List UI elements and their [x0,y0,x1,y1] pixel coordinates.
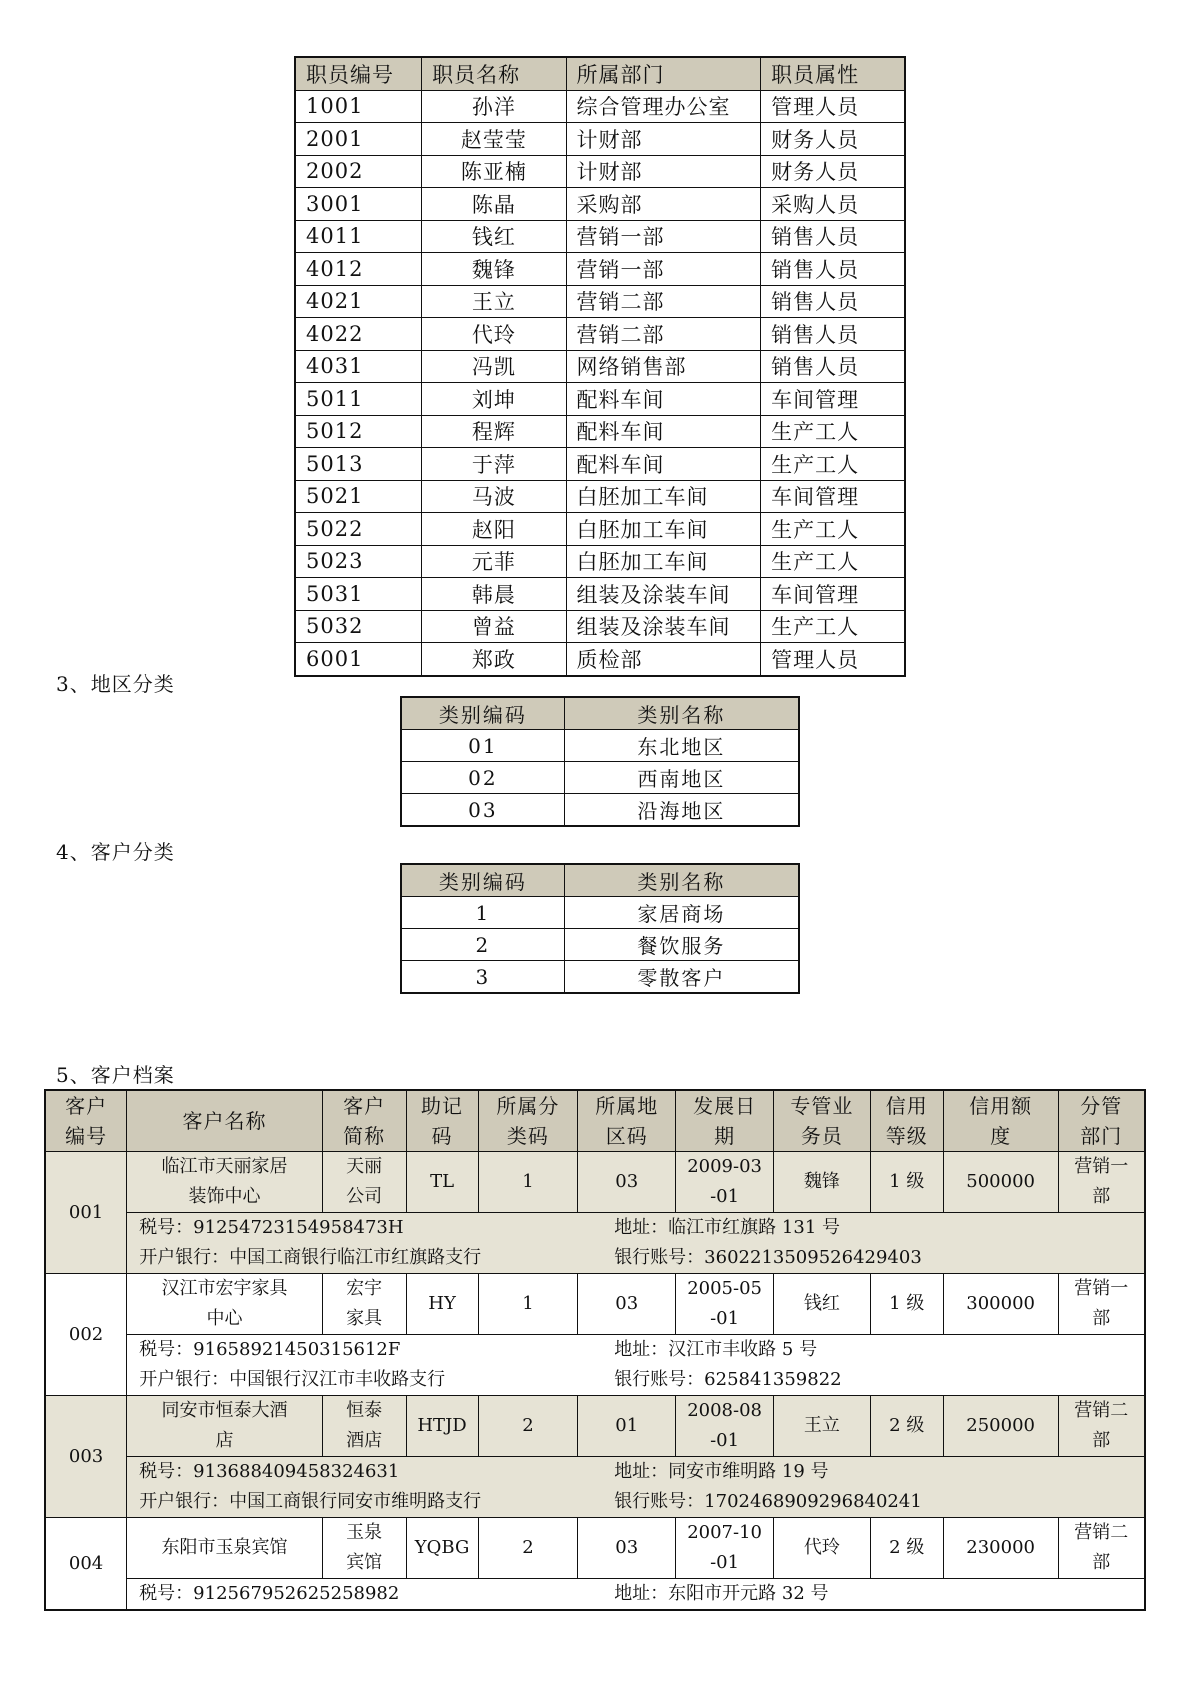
bank-account: 银行账号：3602213509526429403 [614,1247,922,1268]
development-date-cell [676,1396,774,1457]
employee-code-cell: 5022 [295,513,422,546]
category-code-cell: 1 [401,897,564,929]
customer-detail-cell [127,1579,1145,1611]
header-line: 发展日 [693,1094,757,1118]
department-cell: 营销一部 [566,220,761,253]
customer-name-cell-line: 装饰中心 [188,1186,261,1207]
header-category-name: 类别名称 [564,864,799,897]
customer-name-cell-line: 临江市天丽家居 [161,1156,288,1177]
address: 地址：临江市红旗路 131 号 [614,1217,840,1238]
customer-name-cell [127,1518,323,1579]
tax-number: 税号：91658921450315612F [139,1339,401,1360]
employee-code-cell: 5012 [295,415,422,448]
short-name-cell-line: 宾馆 [346,1552,383,1573]
employee-attribute-cell: 财务人员 [761,123,905,156]
category-name-cell: 餐饮服务 [564,929,799,961]
employee-attribute-cell: 销售人员 [761,318,905,351]
employee-table-body [295,90,905,676]
department-cell: 白胚加工车间 [566,480,761,513]
table-row [295,188,905,221]
short-name-cell-line: 天丽 [346,1156,383,1177]
development-date-cell [676,1152,774,1213]
department-cell-line: 部 [1092,1552,1111,1573]
category-name-cell: 家居商场 [564,897,799,929]
department-cell [1058,1274,1145,1335]
category-code-cell: 03 [401,794,564,827]
column-header [676,1090,774,1152]
employee-name-cell: 刘坤 [422,383,566,416]
employee-code-cell: 5013 [295,448,422,481]
employee-name-cell: 郑政 [422,643,566,676]
header-category-code: 类别编码 [401,697,564,730]
address: 地址：汉江市丰收路 5 号 [614,1339,818,1360]
bank-name: 开户银行：中国工商银行临江市红旗路支行 [139,1247,482,1268]
table-row [295,610,905,643]
customer-archive-heading: 5、客户档案 [56,1063,175,1087]
table-row [45,1213,1145,1274]
detail-line [139,1213,1132,1243]
mnemonic-cell: HTJD [406,1396,478,1457]
department-cell: 配料车间 [566,383,761,416]
table-row [295,350,905,383]
employee-attribute-cell: 生产工人 [761,545,905,578]
table-row [45,1274,1145,1335]
department-cell: 采购部 [566,188,761,221]
department-cell-line: 部 [1092,1430,1111,1451]
table-row [295,123,905,156]
table-row [295,90,905,123]
customer-class-section-heading: 4、客户分类 [56,840,175,864]
table-row [401,961,799,994]
employee-code-cell: 6001 [295,643,422,676]
table-row [295,415,905,448]
department-cell [1058,1518,1145,1579]
table-row [45,1152,1145,1213]
employee-code-cell: 5031 [295,578,422,611]
category-code-cell: 2 [401,929,564,961]
development-date-cell-line: 2008-08 [687,1400,762,1421]
table-row [295,155,905,188]
development-date-cell [676,1274,774,1335]
employee-code-cell: 4012 [295,253,422,286]
employee-code-cell: 4022 [295,318,422,351]
category-code-cell: 3 [401,961,564,994]
short-name-cell-line: 酒店 [346,1430,383,1451]
header-line: 所属分 [496,1094,560,1118]
column-header [406,1090,478,1152]
header-line: 部门 [1080,1124,1123,1148]
table-row [45,1335,1145,1396]
employee-code-cell: 1001 [295,90,422,123]
table-row [45,1457,1145,1518]
employee-attribute-cell: 生产工人 [761,610,905,643]
class-code-cell: 1 [478,1152,578,1213]
detail-line [139,1365,1132,1395]
employee-code-cell: 4011 [295,220,422,253]
header-line: 简称 [343,1124,386,1148]
column-header [322,1090,406,1152]
header-employee-attribute: 职员属性 [761,57,905,90]
header-employee-code: 职员编号 [295,57,422,90]
employee-attribute-cell: 管理人员 [761,643,905,676]
employee-table [294,56,906,677]
header-line: 客户 [65,1094,108,1118]
credit-limit-cell: 250000 [943,1396,1058,1457]
employee-code-cell: 5011 [295,383,422,416]
salesperson-cell: 魏锋 [774,1152,871,1213]
mnemonic-cell: YQBG [406,1518,478,1579]
detail-line [139,1243,1132,1273]
employee-code-cell: 3001 [295,188,422,221]
department-cell: 配料车间 [566,448,761,481]
credit-limit-cell: 230000 [943,1518,1058,1579]
class-code-cell: 1 [478,1274,578,1335]
customer-class-header-row [401,864,799,897]
header-category-code: 类别编码 [401,864,564,897]
department-cell: 计财部 [566,123,761,156]
column-header [127,1090,323,1152]
employee-attribute-cell: 销售人员 [761,253,905,286]
header-line: 所属地 [595,1094,659,1118]
department-cell: 配料车间 [566,415,761,448]
credit-grade-cell: 1 级 [870,1274,943,1335]
employee-name-cell: 王立 [422,285,566,318]
header-line: 度 [990,1124,1012,1148]
column-header [45,1090,127,1152]
employee-name-cell: 程辉 [422,415,566,448]
table-row [401,897,799,929]
employee-code-cell: 4021 [295,285,422,318]
region-code-cell: 03 [578,1518,676,1579]
header-line: 类码 [506,1124,549,1148]
header-line: 等级 [885,1124,928,1148]
table-row [45,1579,1145,1611]
region-code-cell: 03 [578,1152,676,1213]
customer-record [45,1518,1145,1611]
salesperson-cell: 代玲 [774,1518,871,1579]
customer-code-cell: 004 [45,1518,127,1611]
header-line: 信用 [885,1094,928,1118]
tax-number: 税号：912567952625258982 [139,1583,400,1604]
employee-name-cell: 陈晶 [422,188,566,221]
region-section-heading: 3、地区分类 [56,672,175,696]
tax-number: 税号：91254723154958473H [139,1217,404,1238]
employee-code-cell: 5032 [295,610,422,643]
customer-detail-cell [127,1213,1145,1274]
tax-number: 税号：913688409458324631 [139,1461,400,1482]
short-name-cell [322,1518,406,1579]
department-cell-line: 营销一 [1074,1278,1129,1299]
region-code-cell: 01 [578,1396,676,1457]
table-row [401,730,799,762]
header-line: 助记 [421,1094,464,1118]
customer-name-cell-line: 店 [215,1430,234,1451]
header-line: 务员 [800,1124,843,1148]
employee-name-cell: 钱红 [422,220,566,253]
header-department: 所属部门 [566,57,761,90]
department-cell [1058,1396,1145,1457]
customer-code-cell: 002 [45,1274,127,1396]
customer-code-cell: 003 [45,1396,127,1518]
employee-name-cell: 代玲 [422,318,566,351]
header-employee-name: 职员名称 [422,57,566,90]
table-row [295,253,905,286]
employee-code-cell: 5023 [295,545,422,578]
development-date-cell-line: 2009-03 [687,1156,762,1177]
short-name-cell-line: 玉泉 [346,1522,383,1543]
customer-record [45,1396,1145,1518]
employee-attribute-cell: 财务人员 [761,155,905,188]
employee-attribute-cell: 销售人员 [761,350,905,383]
short-name-cell-line: 恒泰 [346,1400,383,1421]
employee-name-cell: 曾益 [422,610,566,643]
table-row [295,383,905,416]
salesperson-cell: 王立 [774,1396,871,1457]
salesperson-cell: 钱红 [774,1274,871,1335]
short-name-cell [322,1274,406,1335]
employee-code-cell: 4031 [295,350,422,383]
detail-line [139,1335,1132,1365]
department-cell-line: 部 [1092,1186,1111,1207]
bank-name: 开户银行：中国银行汉江市丰收路支行 [139,1369,446,1390]
short-name-cell-line: 家具 [346,1308,383,1329]
department-cell: 综合管理办公室 [566,90,761,123]
table-row [295,643,905,676]
department-cell: 营销二部 [566,285,761,318]
table-row [295,480,905,513]
department-cell-line: 营销二 [1074,1522,1129,1543]
region-table [400,696,800,827]
header-line: 分管 [1080,1094,1123,1118]
mnemonic-cell: TL [406,1152,478,1213]
department-cell: 计财部 [566,155,761,188]
employee-code-cell: 2001 [295,123,422,156]
short-name-cell-line: 宏宇 [346,1278,383,1299]
customer-code-cell: 001 [45,1152,127,1274]
department-cell: 质检部 [566,643,761,676]
employee-name-cell: 赵莹莹 [422,123,566,156]
table-row [295,318,905,351]
category-name-cell: 零散客户 [564,961,799,994]
employee-code-cell: 5021 [295,480,422,513]
detail-line [139,1487,1132,1517]
employee-code-cell: 2002 [295,155,422,188]
development-date-cell-line: 2005-05 [687,1278,762,1299]
detail-line [139,1457,1132,1487]
development-date-cell-line: -01 [710,1308,740,1329]
department-cell: 营销一部 [566,253,761,286]
header-line: 区码 [605,1124,648,1148]
table-row [295,448,905,481]
table-row [295,220,905,253]
table-row [295,545,905,578]
class-code-cell: 2 [478,1518,578,1579]
header-line: 信用额 [969,1094,1033,1118]
header-line: 客户 [343,1094,386,1118]
employee-name-cell: 马波 [422,480,566,513]
department-cell [1058,1152,1145,1213]
credit-limit-cell: 300000 [943,1274,1058,1335]
employee-name-cell: 赵阳 [422,513,566,546]
development-date-cell [676,1518,774,1579]
customer-record [45,1152,1145,1274]
table-row [45,1518,1145,1579]
table-row [401,794,799,827]
credit-grade-cell: 1 级 [870,1152,943,1213]
column-header [578,1090,676,1152]
column-header [774,1090,871,1152]
table-row [295,513,905,546]
department-cell-line: 部 [1092,1308,1111,1329]
address: 地址：同安市维明路 19 号 [614,1461,829,1482]
short-name-cell [322,1396,406,1457]
header-line: 编号 [65,1124,108,1148]
bank-account: 银行账号：625841359822 [614,1369,842,1390]
category-code-cell: 02 [401,762,564,794]
header-category-name: 类别名称 [564,697,799,730]
region-table-body [401,730,799,827]
employee-attribute-cell: 车间管理 [761,480,905,513]
customer-archive-table [44,1089,1146,1611]
employee-name-cell: 冯凯 [422,350,566,383]
customer-name-cell-line: 同安市恒泰大酒 [161,1400,288,1421]
bank-account: 银行账号：1702468909296840241 [614,1491,922,1512]
customer-name-cell-line: 东阳市玉泉宾馆 [161,1537,288,1558]
customer-name-cell [127,1152,323,1213]
department-cell: 组装及涂装车间 [566,578,761,611]
department-cell: 白胚加工车间 [566,513,761,546]
customer-name-cell-line: 汉江市宏宇家具 [161,1278,288,1299]
customer-name-cell [127,1396,323,1457]
category-code-cell: 01 [401,730,564,762]
employee-attribute-cell: 管理人员 [761,90,905,123]
table-row [45,1396,1145,1457]
development-date-cell-line: 2007-10 [687,1522,762,1543]
detail-line [139,1579,1132,1609]
class-code-cell: 2 [478,1396,578,1457]
employee-name-cell: 魏锋 [422,253,566,286]
category-name-cell: 沿海地区 [564,794,799,827]
category-name-cell: 西南地区 [564,762,799,794]
employee-attribute-cell: 采购人员 [761,188,905,221]
credit-grade-cell: 2 级 [870,1518,943,1579]
category-name-cell: 东北地区 [564,730,799,762]
short-name-cell [322,1152,406,1213]
department-cell-line: 营销一 [1074,1156,1129,1177]
credit-grade-cell: 2 级 [870,1396,943,1457]
department-cell: 组装及涂装车间 [566,610,761,643]
employee-attribute-cell: 车间管理 [761,578,905,611]
employee-name-cell: 于萍 [422,448,566,481]
column-header [943,1090,1058,1152]
employee-name-cell: 元菲 [422,545,566,578]
header-line: 专管业 [790,1094,854,1118]
employee-attribute-cell: 车间管理 [761,383,905,416]
region-code-cell: 03 [578,1274,676,1335]
department-cell: 营销二部 [566,318,761,351]
development-date-cell-line: -01 [710,1552,740,1573]
employee-header-row [295,57,905,90]
employee-attribute-cell: 生产工人 [761,448,905,481]
employee-attribute-cell: 销售人员 [761,285,905,318]
header-line: 客户名称 [182,1109,267,1133]
mnemonic-cell: HY [406,1274,478,1335]
customer-archive-header-row [45,1090,1145,1152]
column-header [1058,1090,1145,1152]
customer-class-table [400,863,800,994]
column-header [478,1090,578,1152]
region-header-row [401,697,799,730]
table-row [295,285,905,318]
customer-record [45,1274,1145,1396]
bank-name: 开户银行：中国工商银行同安市维明路支行 [139,1491,482,1512]
employee-attribute-cell: 销售人员 [761,220,905,253]
column-header [870,1090,943,1152]
address: 地址：东阳市开元路 32 号 [614,1583,829,1604]
employee-name-cell: 陈亚楠 [422,155,566,188]
customer-class-table-body [401,897,799,994]
department-cell: 网络销售部 [566,350,761,383]
header-line: 码 [431,1124,453,1148]
employee-name-cell: 孙洋 [422,90,566,123]
short-name-cell-line: 公司 [346,1186,383,1207]
employee-name-cell: 韩晨 [422,578,566,611]
department-cell-line: 营销二 [1074,1400,1129,1421]
development-date-cell-line: -01 [710,1430,740,1451]
credit-limit-cell: 500000 [943,1152,1058,1213]
customer-detail-cell [127,1335,1145,1396]
customer-detail-cell [127,1457,1145,1518]
customer-name-cell-line: 中心 [206,1308,243,1329]
header-line: 期 [714,1124,736,1148]
department-cell: 白胚加工车间 [566,545,761,578]
table-row [401,929,799,961]
employee-attribute-cell: 生产工人 [761,513,905,546]
table-row [401,762,799,794]
customer-name-cell [127,1274,323,1335]
employee-attribute-cell: 生产工人 [761,415,905,448]
development-date-cell-line: -01 [710,1186,740,1207]
table-row [295,578,905,611]
